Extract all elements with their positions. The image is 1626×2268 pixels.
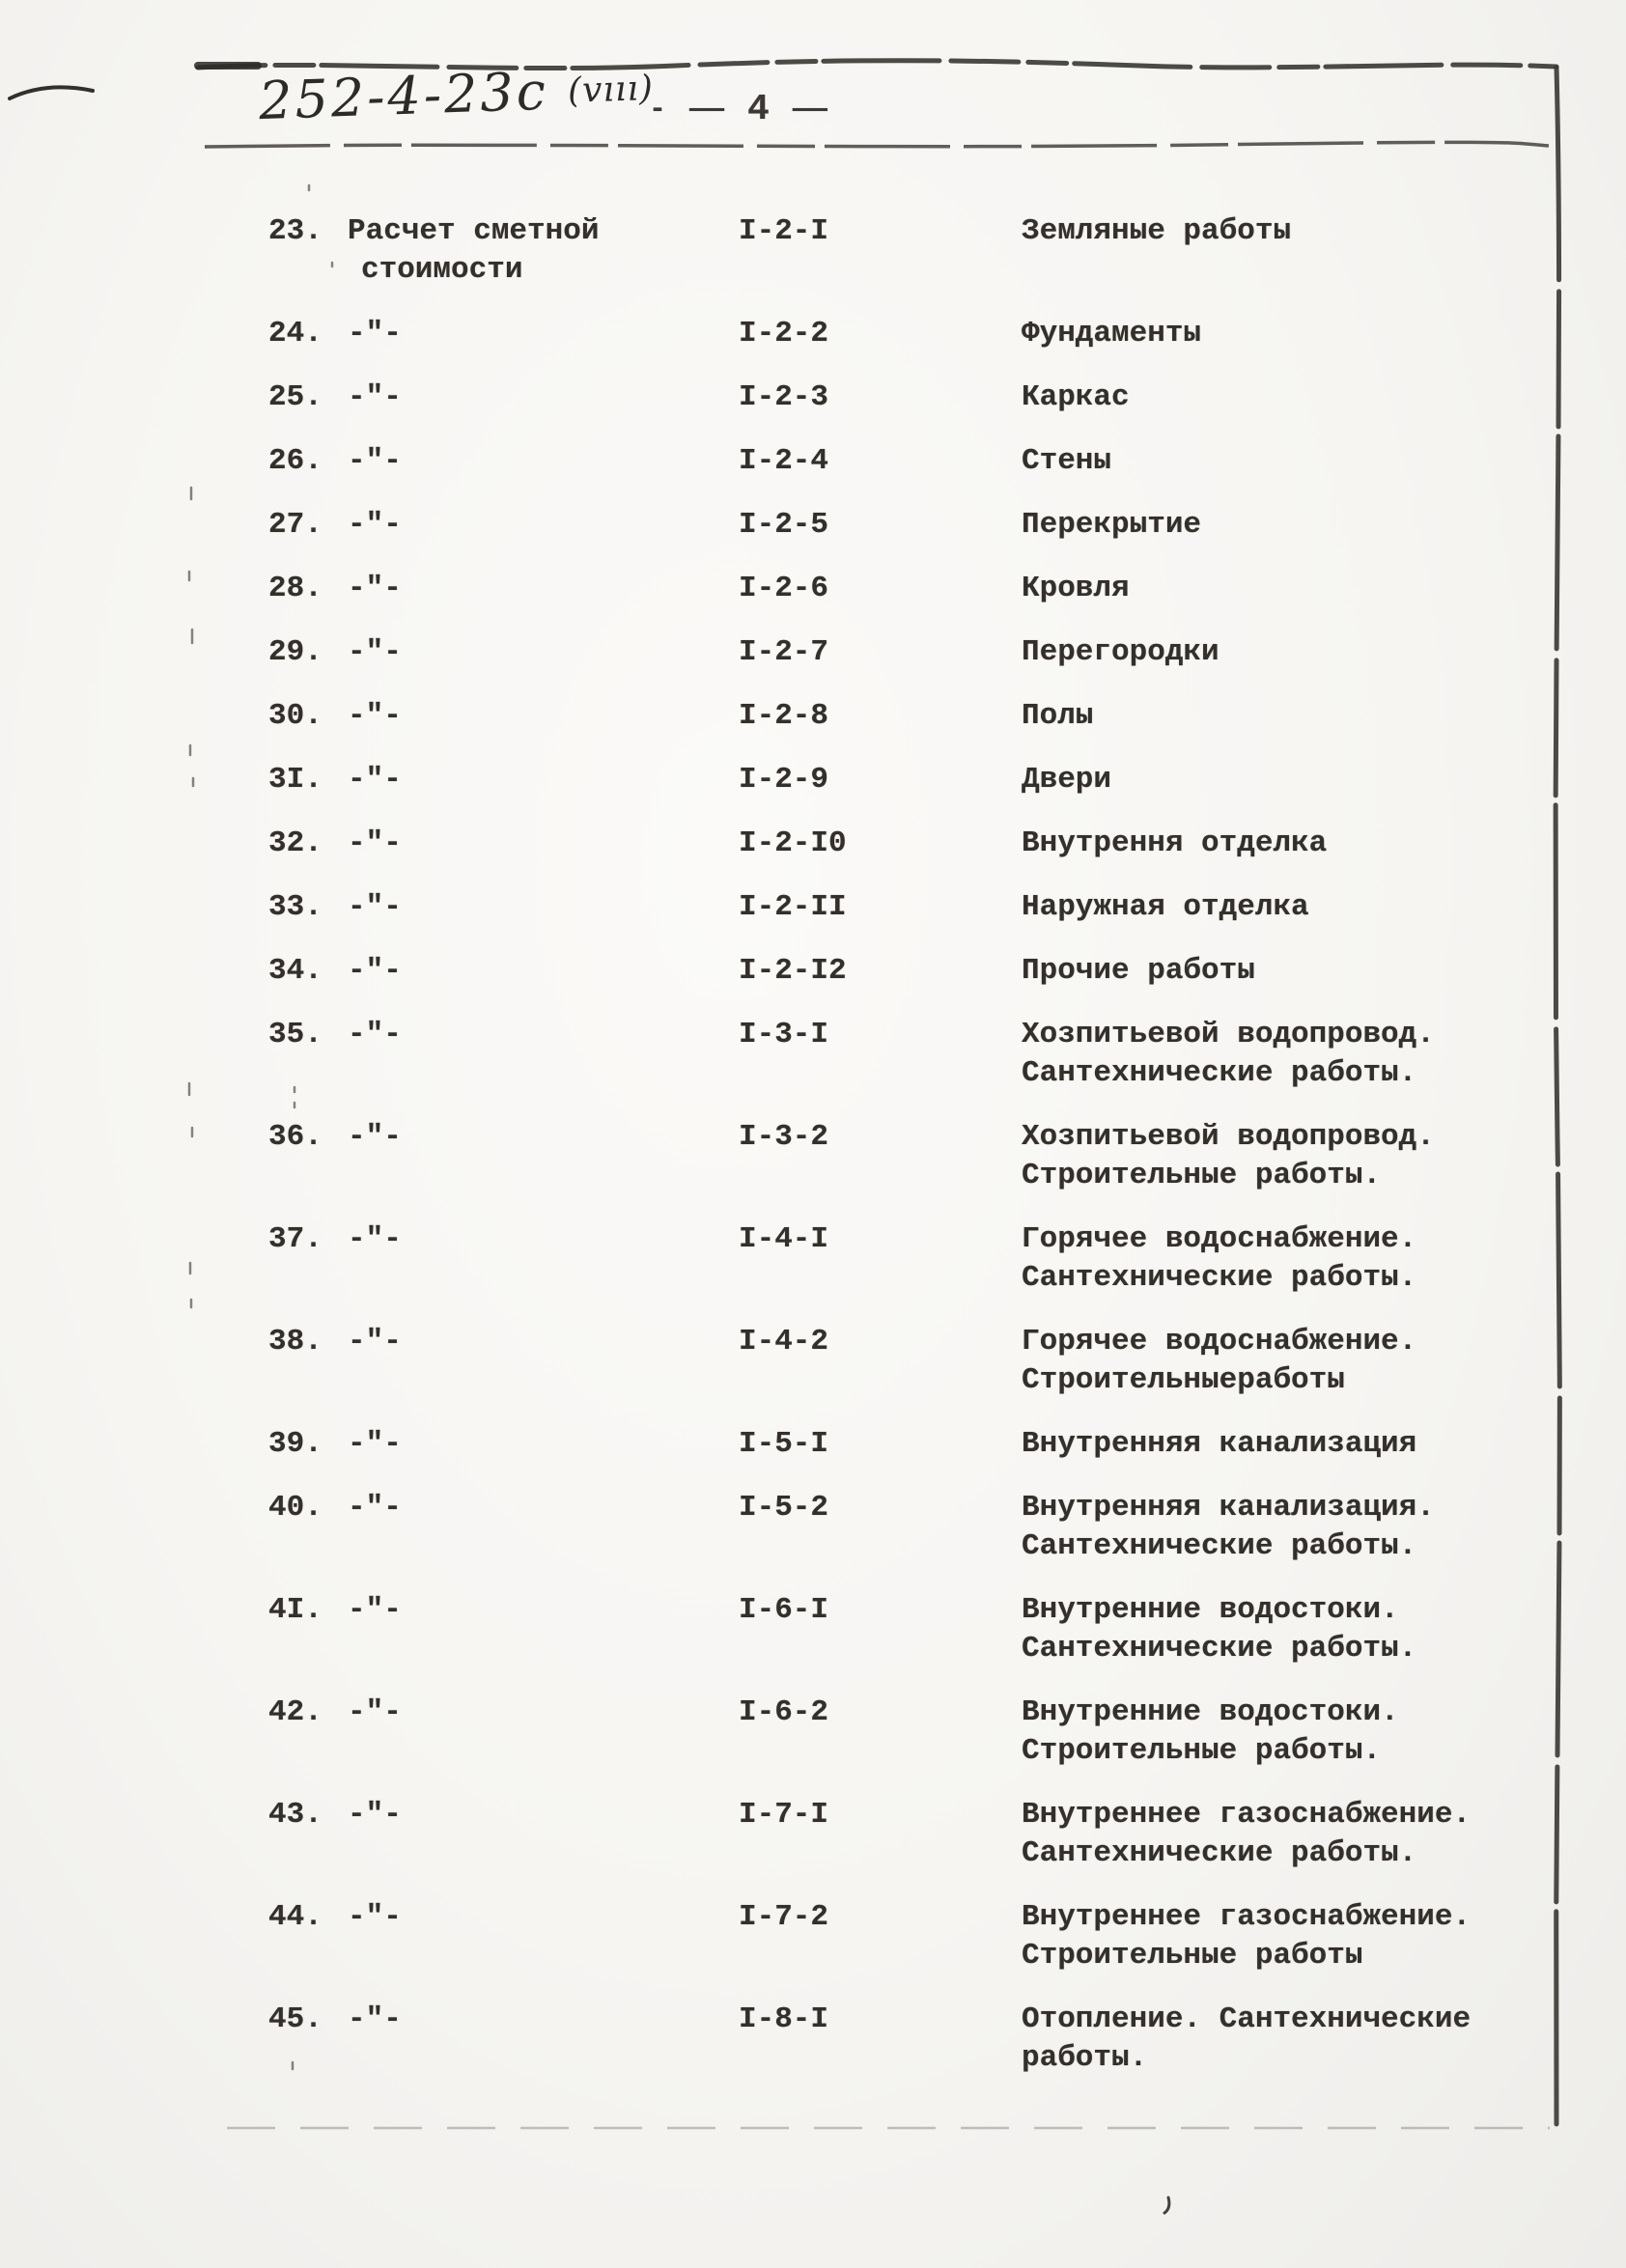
row-code-text: І-2-І xyxy=(739,214,829,248)
row-name xyxy=(348,633,739,672)
table-row xyxy=(268,1694,1567,1771)
row-code xyxy=(739,1220,1022,1259)
row-description xyxy=(1022,825,1567,863)
row-number xyxy=(268,1796,348,1834)
row-description xyxy=(1022,1694,1567,1771)
row-number xyxy=(268,442,348,481)
row-code-text: І-6-2 xyxy=(739,1695,829,1729)
row-name xyxy=(348,697,739,736)
row-code-text: І-3-І xyxy=(739,1018,829,1051)
row-number xyxy=(268,315,348,353)
row-code xyxy=(739,1796,1022,1834)
row-name-text: -"- xyxy=(348,826,402,860)
row-name-text: -"- xyxy=(348,1798,402,1832)
row-number xyxy=(268,1425,348,1464)
table-row xyxy=(268,506,1567,545)
table-row xyxy=(268,378,1567,417)
row-description-text: Сантехнические работы. xyxy=(1022,1261,1417,1295)
row-number-text: 28. xyxy=(268,572,322,605)
row-code xyxy=(739,697,1022,736)
row-code-text: І-3-2 xyxy=(739,1120,829,1154)
table-row xyxy=(268,315,1567,353)
row-code-text: І-2-3 xyxy=(739,380,829,414)
row-code-text: І-7-2 xyxy=(739,1900,829,1934)
table-row xyxy=(268,1425,1567,1464)
row-code xyxy=(739,1323,1022,1361)
row-number-text: 26. xyxy=(268,444,322,478)
row-number-text: 25. xyxy=(268,380,322,414)
row-description-text: Горячее водоснабжение. xyxy=(1022,1222,1417,1256)
row-number-text: 43. xyxy=(268,1798,322,1832)
row-number xyxy=(268,825,348,863)
row-code-text: І-2-4 xyxy=(739,444,829,478)
row-code-text: І-2-9 xyxy=(739,763,829,797)
row-number-text: 24. xyxy=(268,317,322,350)
row-number xyxy=(268,1898,348,1937)
row-description xyxy=(1022,697,1567,736)
row-code-text: І-4-2 xyxy=(739,1325,829,1358)
row-code xyxy=(739,315,1022,353)
row-description xyxy=(1022,1796,1567,1873)
row-name xyxy=(348,2001,739,2039)
row-code-text: І-2-7 xyxy=(739,635,829,669)
row-number-text: 35. xyxy=(268,1018,322,1051)
row-number-text: 23. xyxy=(268,214,322,248)
row-name xyxy=(348,1591,739,1630)
row-number-text: 33. xyxy=(268,890,322,924)
row-description xyxy=(1022,570,1567,608)
row-name xyxy=(348,825,739,863)
row-description-text: Горячее водоснабжение. xyxy=(1022,1325,1417,1358)
row-number xyxy=(268,1323,348,1361)
row-number xyxy=(268,212,348,251)
row-name-text: -"- xyxy=(348,1018,402,1051)
row-name-text: -"- xyxy=(348,1325,402,1358)
left-dashes: —— xyxy=(689,93,725,126)
row-description xyxy=(1022,952,1567,991)
row-name xyxy=(348,761,739,799)
row-code-text: І-8-І xyxy=(739,2002,829,2036)
row-description-text: Внутреннее газоснабжение. xyxy=(1022,1798,1472,1832)
row-code-text: І-2-2 xyxy=(739,317,829,350)
row-code-text: І-2-5 xyxy=(739,508,829,542)
row-number-text: 4І. xyxy=(268,1593,322,1627)
row-code xyxy=(739,1694,1022,1732)
row-code xyxy=(739,570,1022,608)
row-code xyxy=(739,888,1022,927)
right-dashes: —— xyxy=(792,93,827,126)
row-name-text: -"- xyxy=(348,1900,402,1934)
row-description xyxy=(1022,1220,1567,1298)
table-row xyxy=(268,1591,1567,1668)
table-row xyxy=(268,888,1567,927)
row-description xyxy=(1022,1489,1567,1566)
table-row xyxy=(268,1016,1567,1093)
row-description-text: Отопление. Сантехнические xyxy=(1022,2002,1472,2036)
row-description-text: Кровля xyxy=(1022,572,1130,605)
row-code-text: І-2-8 xyxy=(739,699,829,733)
row-code xyxy=(739,633,1022,672)
row-code xyxy=(739,506,1022,545)
row-code xyxy=(739,212,1022,251)
row-code-text: І-2-І2 xyxy=(739,954,847,988)
row-code xyxy=(739,442,1022,481)
row-description-text: Внутренние водостоки. xyxy=(1022,1593,1399,1627)
row-name-text: -"- xyxy=(348,444,402,478)
table-row xyxy=(268,1489,1567,1566)
row-description xyxy=(1022,315,1567,353)
row-description-text: Сантехнические работы. xyxy=(1022,1056,1417,1090)
row-description-text: Фундаменты xyxy=(1022,317,1202,350)
row-number xyxy=(268,378,348,417)
row-description-text: Сантехнические работы. xyxy=(1022,1632,1417,1666)
row-name-text: -"- xyxy=(348,954,402,988)
row-code xyxy=(739,825,1022,863)
row-number-text: 42. xyxy=(268,1695,322,1729)
row-name xyxy=(348,1489,739,1527)
row-description-text: Земляные работы xyxy=(1022,214,1292,248)
row-name-text: -"- xyxy=(348,635,402,669)
row-description-text: Перекрытие xyxy=(1022,508,1202,542)
row-name xyxy=(348,1118,739,1157)
row-name-text: -"- xyxy=(348,1593,402,1627)
row-name-text: Расчет сметной xyxy=(348,214,600,248)
table-row xyxy=(268,761,1567,799)
row-name xyxy=(348,1220,739,1259)
row-code-text: І-7-І xyxy=(739,1798,829,1832)
row-description xyxy=(1022,1425,1567,1464)
pre-dash: - xyxy=(649,93,667,126)
row-number-text: 3І. xyxy=(268,763,322,797)
row-number xyxy=(268,697,348,736)
row-number xyxy=(268,506,348,545)
row-description xyxy=(1022,212,1567,251)
row-name-text: -"- xyxy=(348,2002,402,2036)
row-code xyxy=(739,2001,1022,2039)
row-number xyxy=(268,888,348,927)
row-description-text: Внутренняя канализация xyxy=(1022,1427,1417,1461)
row-name xyxy=(348,506,739,545)
row-number-text: 38. xyxy=(268,1325,322,1358)
handwritten-document-code xyxy=(258,57,655,131)
row-name-text: -"- xyxy=(348,1491,402,1525)
row-description-text: Хозпитьевой водопровод. xyxy=(1022,1120,1435,1154)
table-row xyxy=(268,2001,1567,2078)
row-code-text: І-2-І0 xyxy=(739,826,847,860)
row-description xyxy=(1022,506,1567,545)
row-number-text: 40. xyxy=(268,1491,322,1525)
row-description-text: Строительныеработы xyxy=(1022,1363,1345,1397)
row-name-text: -"- xyxy=(348,699,402,733)
row-code xyxy=(739,1425,1022,1464)
row-number xyxy=(268,1220,348,1259)
row-description xyxy=(1022,633,1567,672)
table-row xyxy=(268,825,1567,863)
row-number-text: 37. xyxy=(268,1222,322,1256)
row-number xyxy=(268,1016,348,1054)
row-number-text: 39. xyxy=(268,1427,322,1461)
row-code-text: І-5-І xyxy=(739,1427,829,1461)
row-name xyxy=(348,212,739,290)
row-description xyxy=(1022,1323,1567,1400)
row-description-text: Полы xyxy=(1022,699,1094,733)
row-number-text: 27. xyxy=(268,508,322,542)
row-number-text: 30. xyxy=(268,699,322,733)
row-code xyxy=(739,1591,1022,1630)
row-description-text: Внутрення отделка xyxy=(1022,826,1328,860)
row-description xyxy=(1022,2001,1567,2078)
row-number-text: 45. xyxy=(268,2002,322,2036)
row-name-text: -"- xyxy=(348,763,402,797)
row-number xyxy=(268,2001,348,2039)
table-row xyxy=(268,697,1567,736)
handwritten-code-suffix: (vııı) xyxy=(567,68,655,111)
row-description xyxy=(1022,378,1567,417)
row-description xyxy=(1022,1591,1567,1668)
row-name-text: -"- xyxy=(348,890,402,924)
row-description-text: Хозпитьевой водопровод. xyxy=(1022,1018,1435,1051)
row-description-text: Двери xyxy=(1022,763,1112,797)
row-number xyxy=(268,1591,348,1630)
row-description-text: Строительные работы. xyxy=(1022,1734,1382,1768)
row-name-text: -"- xyxy=(348,508,402,542)
row-description xyxy=(1022,761,1567,799)
row-description-text: Внутреннее газоснабжение. xyxy=(1022,1900,1472,1934)
row-number xyxy=(268,570,348,608)
row-name xyxy=(348,952,739,991)
table-row xyxy=(268,952,1567,991)
row-name-text: -"- xyxy=(348,572,402,605)
row-description xyxy=(1022,442,1567,481)
row-name-text: -"- xyxy=(348,380,402,414)
row-name xyxy=(348,442,739,481)
row-description-text: Прочие работы xyxy=(1022,954,1255,988)
row-description xyxy=(1022,1898,1567,1975)
table-row xyxy=(268,1220,1567,1298)
row-name xyxy=(348,1694,739,1732)
row-description-text: Строительные работы. xyxy=(1022,1159,1382,1192)
row-name-text: -"- xyxy=(348,317,402,350)
row-description-text: Внутренние водостоки. xyxy=(1022,1695,1399,1729)
row-name xyxy=(348,1425,739,1464)
row-name-text: стоимости xyxy=(361,253,523,287)
row-name xyxy=(348,1898,739,1937)
row-name-text: -"- xyxy=(348,1120,402,1154)
page-number: 4 xyxy=(747,89,770,130)
row-description-text: Сантехнические работы. xyxy=(1022,1836,1417,1870)
row-description-text: Стены xyxy=(1022,444,1112,478)
table-row xyxy=(268,1898,1567,1975)
row-code-text: І-2-6 xyxy=(739,572,829,605)
row-name xyxy=(348,315,739,353)
table-row xyxy=(268,212,1567,290)
row-number-text: 44. xyxy=(268,1900,322,1934)
row-code xyxy=(739,378,1022,417)
table-row xyxy=(268,1118,1567,1195)
row-code xyxy=(739,761,1022,799)
row-description-text: работы. xyxy=(1022,2041,1148,2075)
page-number-group xyxy=(649,89,827,130)
row-description-text: Каркас xyxy=(1022,380,1130,414)
row-number-text: 36. xyxy=(268,1120,322,1154)
row-description-text: Строительные работы xyxy=(1022,1939,1363,1973)
row-description-text: Наружная отделка xyxy=(1022,890,1309,924)
row-number-text: 32. xyxy=(268,826,322,860)
row-description xyxy=(1022,1118,1567,1195)
row-code xyxy=(739,1898,1022,1937)
row-code-text: І-5-2 xyxy=(739,1491,829,1525)
row-description-text: Перегородки xyxy=(1022,635,1220,669)
row-code xyxy=(739,1016,1022,1054)
handwritten-code-main: 252-4-23с xyxy=(258,60,549,132)
row-name-text: -"- xyxy=(348,1222,402,1256)
row-name xyxy=(348,378,739,417)
row-code-text: І-6-І xyxy=(739,1593,829,1627)
row-name xyxy=(348,1323,739,1361)
row-number xyxy=(268,761,348,799)
estimate-items-table xyxy=(268,212,1567,2103)
row-description-text: Внутренняя канализация. xyxy=(1022,1491,1435,1525)
row-number xyxy=(268,952,348,991)
table-row xyxy=(268,1323,1567,1400)
row-description-text: Сантехнические работы. xyxy=(1022,1529,1417,1563)
row-name xyxy=(348,570,739,608)
row-number xyxy=(268,1694,348,1732)
row-name xyxy=(348,1016,739,1054)
row-number-text: 29. xyxy=(268,635,322,669)
table-row xyxy=(268,1796,1567,1873)
row-description xyxy=(1022,1016,1567,1093)
table-row xyxy=(268,570,1567,608)
row-number-text: 34. xyxy=(268,954,322,988)
table-row xyxy=(268,633,1567,672)
row-code xyxy=(739,952,1022,991)
row-code xyxy=(739,1489,1022,1527)
row-number xyxy=(268,1489,348,1527)
row-code xyxy=(739,1118,1022,1157)
row-name-text: -"- xyxy=(348,1427,402,1461)
row-name xyxy=(348,888,739,927)
row-description xyxy=(1022,888,1567,927)
row-name xyxy=(348,1796,739,1834)
row-number xyxy=(268,633,348,672)
row-name-text: -"- xyxy=(348,1695,402,1729)
table-row xyxy=(268,442,1567,481)
row-code-text: І-4-І xyxy=(739,1222,829,1256)
row-number xyxy=(268,1118,348,1157)
row-code-text: І-2-ІІ xyxy=(739,890,847,924)
